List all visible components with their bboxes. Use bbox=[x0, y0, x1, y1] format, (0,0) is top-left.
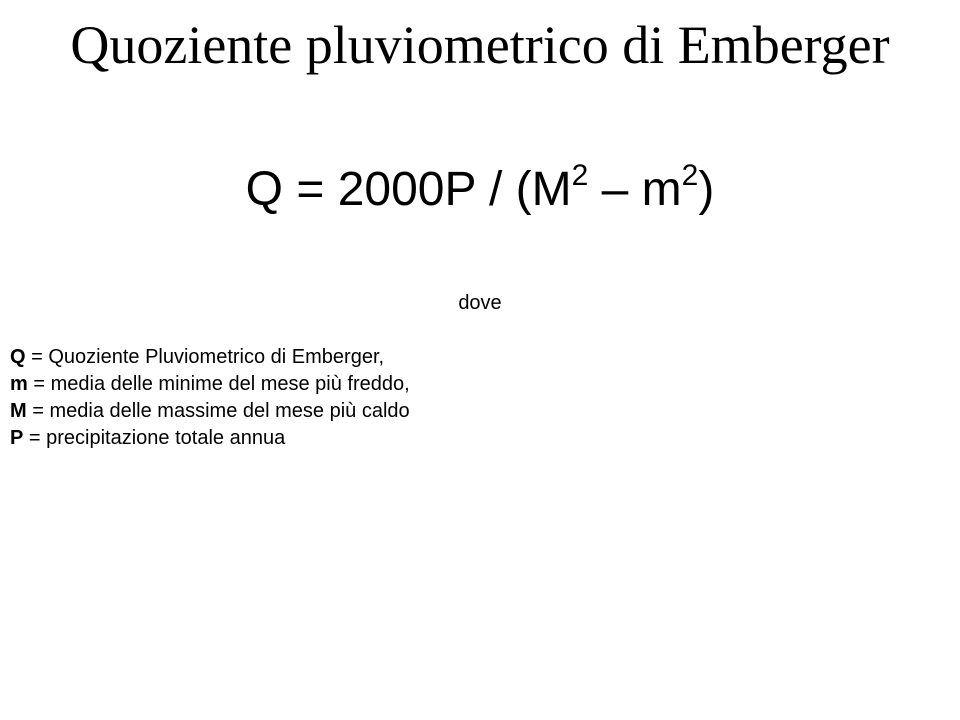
legend-definition: = precipitazione totale annua bbox=[23, 427, 286, 449]
dove-label: dove bbox=[458, 292, 502, 314]
formula-part-1: Q = 2000P / (M bbox=[245, 163, 572, 216]
legend-symbol: Q bbox=[10, 346, 26, 368]
legend-definition: = media delle massime del mese più caldo bbox=[26, 400, 410, 422]
formula-part-3: ) bbox=[698, 163, 715, 216]
legend-item-q bbox=[10, 344, 410, 371]
legend-definition: = Quoziente Pluviometrico di Emberger, bbox=[25, 346, 385, 368]
slide-title: Quoziente pluviometrico di Emberger bbox=[70, 15, 890, 75]
emberger-formula bbox=[0, 160, 960, 220]
legend-symbol: m bbox=[10, 373, 28, 395]
formula-part-2: – m bbox=[588, 163, 682, 216]
formula-exponent-1: 2 bbox=[571, 159, 589, 192]
legend-definition: = media delle minime del mese più freddo, bbox=[27, 373, 410, 395]
legend-item-m-max bbox=[10, 398, 410, 425]
variable-legend bbox=[10, 344, 410, 452]
legend-symbol: M bbox=[10, 400, 27, 422]
legend-item-m-min bbox=[10, 371, 410, 398]
formula-exponent-2: 2 bbox=[681, 159, 699, 192]
legend-symbol: P bbox=[10, 427, 24, 449]
legend-item-p bbox=[10, 425, 410, 452]
